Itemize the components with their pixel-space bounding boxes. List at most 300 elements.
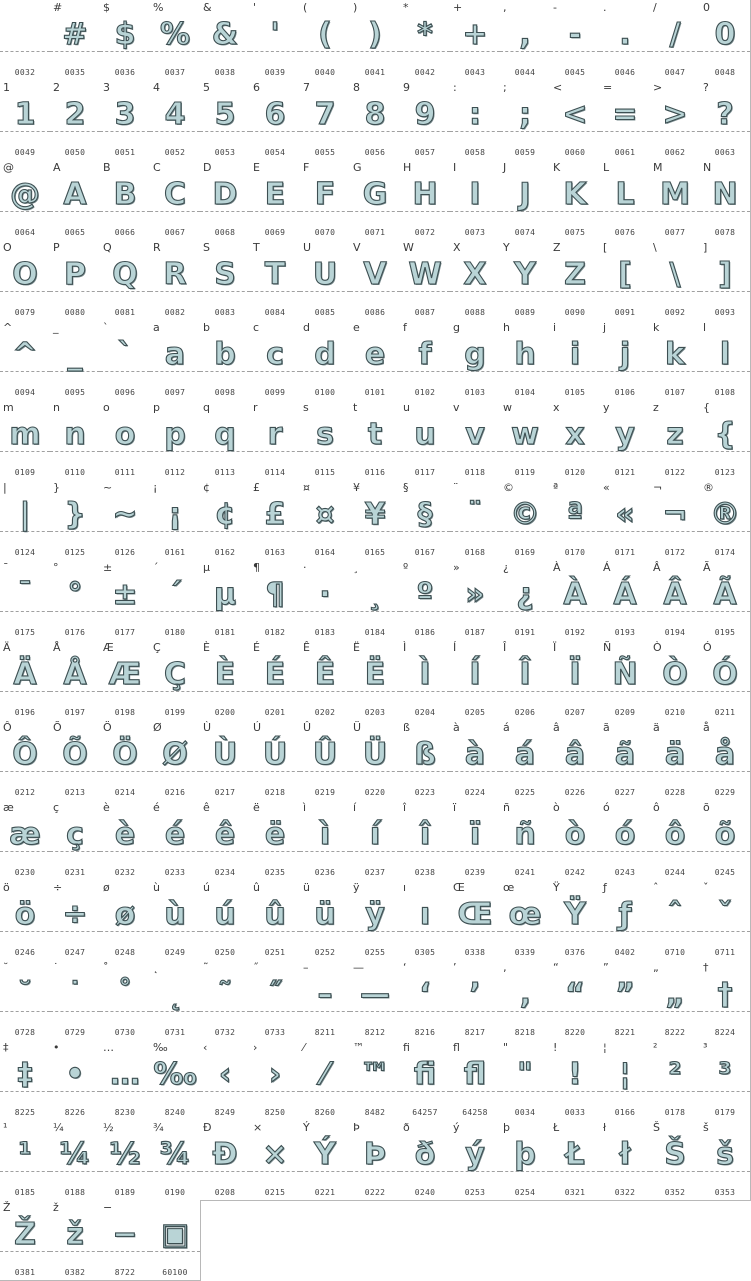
glyph-cell xyxy=(400,80,451,161)
glyph-cell xyxy=(300,720,351,801)
glyph-code-label: 0075 xyxy=(564,228,586,237)
glyph-preview: Ý xyxy=(314,1137,336,1172)
glyph-preview: Œ xyxy=(457,897,493,932)
glyph-cell xyxy=(700,320,751,401)
glyph-code-label: 0077 xyxy=(664,228,686,237)
glyph-preview: + xyxy=(462,17,488,52)
glyph-code-label: 0066 xyxy=(114,228,136,237)
glyph-character-label: r xyxy=(253,401,258,414)
glyph-character-label: ¯ xyxy=(3,561,9,574)
glyph-preview: á xyxy=(514,737,536,772)
glyph-code-label: 0064 xyxy=(14,228,36,237)
glyph-cell xyxy=(650,480,701,561)
glyph-character-label: ” xyxy=(603,961,609,974)
glyph-character-label: ® xyxy=(703,481,714,494)
glyph-cell xyxy=(300,640,351,721)
glyph-character-label: Ü xyxy=(353,721,362,734)
glyph-code-label: 0255 xyxy=(364,948,386,957)
glyph-code-label: 0032 xyxy=(14,68,36,77)
glyph-code-label: 0353 xyxy=(714,1188,736,1197)
glyph-cell xyxy=(500,320,551,401)
glyph-cell xyxy=(700,960,751,1041)
glyph-cell xyxy=(0,480,51,561)
glyph-character-label: › xyxy=(253,1041,258,1054)
glyph-preview: ÷ xyxy=(62,897,88,932)
glyph-code-label: 0192 xyxy=(564,628,586,637)
glyph-code-label: 8225 xyxy=(14,1108,36,1117)
glyph-preview: ì xyxy=(319,817,331,852)
glyph-character-label: – xyxy=(303,961,309,974)
glyph-preview: ñ xyxy=(514,817,536,852)
glyph-cell xyxy=(50,240,101,321)
glyph-cell xyxy=(600,480,651,561)
glyph-code-label: 0240 xyxy=(414,1188,436,1197)
glyph-character-label: ˘ xyxy=(3,961,9,974)
glyph-character-label: Q xyxy=(103,241,112,254)
glyph-preview: 9 xyxy=(414,97,436,132)
glyph-preview: „ xyxy=(665,977,685,1012)
glyph-preview: Ÿ xyxy=(564,897,586,932)
glyph-preview: − xyxy=(112,1217,138,1252)
glyph-code-label: 0114 xyxy=(264,468,286,477)
glyph-character-label: ³ xyxy=(703,1041,708,1054)
glyph-code-label: 0074 xyxy=(514,228,536,237)
glyph-character-label: 4 xyxy=(153,81,160,94)
glyph-character-label: U xyxy=(303,241,312,254)
glyph-cell xyxy=(50,800,101,881)
glyph-code-label: 0733 xyxy=(264,1028,286,1037)
glyph-code-label: 0052 xyxy=(164,148,186,157)
glyph-preview: > xyxy=(662,97,688,132)
glyph-cell xyxy=(700,880,751,961)
glyph-cell xyxy=(450,720,501,801)
glyph-character-label: Ê xyxy=(303,641,310,654)
glyph-code-label: 0216 xyxy=(164,788,186,797)
glyph-preview: . xyxy=(619,17,631,52)
glyph-preview: ¯ xyxy=(17,577,33,612)
glyph-code-label: 0110 xyxy=(64,468,86,477)
glyph-character-label: d xyxy=(303,321,310,334)
glyph-code-label: 0200 xyxy=(214,708,236,717)
glyph-cell xyxy=(250,0,301,81)
glyph-cell xyxy=(200,960,251,1041)
glyph-code-label: 0062 xyxy=(664,148,686,157)
glyph-character-label: ˚ xyxy=(103,961,109,974)
glyph-preview: d xyxy=(314,337,336,372)
glyph-preview: Ì xyxy=(419,657,431,692)
glyph-preview: Ø xyxy=(162,737,188,772)
glyph-code-label: 0097 xyxy=(164,388,186,397)
glyph-code-label: 0068 xyxy=(214,228,236,237)
glyph-cell xyxy=(150,1120,201,1201)
glyph-code-label: 0213 xyxy=(64,788,86,797)
glyph-cell xyxy=(300,1120,351,1201)
glyph-cell xyxy=(700,160,751,241)
glyph-character-label: ‚ xyxy=(503,961,507,974)
glyph-code-label: 0196 xyxy=(14,708,36,717)
glyph-cell xyxy=(300,0,351,81)
glyph-cell xyxy=(550,560,601,641)
glyph-character-label: ü xyxy=(303,881,310,894)
glyph-cell xyxy=(550,400,601,481)
glyph-cell xyxy=(450,0,501,81)
glyph-character-label: ò xyxy=(553,801,560,814)
glyph-code-label: 0227 xyxy=(614,788,636,797)
glyph-preview: O xyxy=(12,257,38,292)
glyph-code-label: 0322 xyxy=(614,1188,636,1197)
glyph-code-label: 0088 xyxy=(464,308,486,317)
glyph-character-label: ™ xyxy=(353,1041,364,1054)
glyph-code-label: 0181 xyxy=(214,628,236,637)
glyph-character-label: ˇ xyxy=(703,881,709,894)
glyph-preview: 7 xyxy=(314,97,336,132)
glyph-cell xyxy=(700,80,751,161)
glyph-cell xyxy=(500,960,551,1041)
glyph-code-label: 0710 xyxy=(664,948,686,957)
glyph-preview: Ð xyxy=(212,1137,238,1172)
glyph-preview: B xyxy=(113,177,137,212)
glyph-cell xyxy=(500,400,551,481)
glyph-cell xyxy=(150,480,201,561)
glyph-character-label: ¹ xyxy=(3,1121,8,1134)
glyph-cell xyxy=(650,800,701,881)
glyph-preview: ƒ xyxy=(618,897,632,932)
glyph-cell xyxy=(350,240,401,321)
glyph-cell xyxy=(250,720,301,801)
glyph-cell xyxy=(400,1120,451,1201)
glyph-cell xyxy=(150,880,201,961)
glyph-cell xyxy=(700,400,751,481)
glyph-code-label: 0172 xyxy=(664,548,686,557)
glyph-preview: Õ xyxy=(62,737,88,772)
glyph-character-label: a xyxy=(153,321,160,334)
glyph-code-label: 0248 xyxy=(114,948,136,957)
glyph-cell xyxy=(400,400,451,481)
glyph-character-label: @ xyxy=(3,161,14,174)
glyph-character-label: ª xyxy=(553,481,559,494)
glyph-preview: v xyxy=(465,417,485,452)
glyph-preview: I xyxy=(469,177,481,212)
glyph-code-label: 0185 xyxy=(14,1188,36,1197)
glyph-character-label: Œ xyxy=(453,881,465,894)
glyph-character-label: Å xyxy=(53,641,61,654)
glyph-code-label: 0205 xyxy=(464,708,486,717)
glyph-cell xyxy=(50,1200,101,1281)
glyph-character-label: Ô xyxy=(3,721,12,734)
glyph-cell xyxy=(250,160,301,241)
glyph-preview: â xyxy=(564,737,586,772)
glyph-cell xyxy=(100,0,151,81)
glyph-cell xyxy=(150,720,201,801)
glyph-character-label: = xyxy=(603,81,613,94)
glyph-character-label: M xyxy=(653,161,663,174)
glyph-code-label: 0219 xyxy=(314,788,336,797)
glyph-cell xyxy=(300,1040,351,1121)
glyph-preview: Ë xyxy=(364,657,386,692)
glyph-character-label: h xyxy=(503,321,510,334)
glyph-cell xyxy=(700,1040,751,1121)
glyph-cell xyxy=(700,0,751,81)
glyph-code-label: 0126 xyxy=(114,548,136,557)
glyph-code-label: 0243 xyxy=(614,868,636,877)
glyph-cell xyxy=(550,720,601,801)
glyph-cell xyxy=(600,0,651,81)
glyph-code-label: 8224 xyxy=(714,1028,736,1037)
glyph-code-label: 8221 xyxy=(614,1028,636,1037)
glyph-character-label: * xyxy=(403,1,409,14)
glyph-preview: Þ xyxy=(363,1137,387,1172)
glyph-cell xyxy=(250,1040,301,1121)
glyph-character-label: è xyxy=(103,801,110,814)
glyph-character-label: { xyxy=(703,401,710,414)
glyph-cell xyxy=(0,160,51,241)
glyph-preview: Š xyxy=(664,1137,686,1172)
glyph-code-label: 8260 xyxy=(314,1108,336,1117)
glyph-code-label: 0125 xyxy=(64,548,86,557)
glyph-code-label: 0224 xyxy=(464,788,486,797)
glyph-code-label: 0233 xyxy=(164,868,186,877)
glyph-code-label: 0376 xyxy=(564,948,586,957)
glyph-preview: J xyxy=(519,177,531,212)
glyph-cell xyxy=(150,560,201,641)
glyph-code-label: 0035 xyxy=(64,68,86,77)
glyph-preview: Ò xyxy=(662,657,688,692)
glyph-preview: ä xyxy=(664,737,686,772)
glyph-preview: y xyxy=(615,417,635,452)
glyph-code-label: 0076 xyxy=(614,228,636,237)
glyph-preview: Ù xyxy=(212,737,238,772)
glyph-character-label: Ì xyxy=(403,641,407,654)
glyph-character-label: ì xyxy=(303,801,307,814)
glyph-code-label: 0079 xyxy=(14,308,36,317)
glyph-preview: ß xyxy=(414,737,436,772)
glyph-character-label: ã xyxy=(603,721,610,734)
glyph-character-label: Û xyxy=(303,721,312,734)
glyph-preview: ô xyxy=(664,817,686,852)
glyph-cell xyxy=(350,640,401,721)
glyph-code-label: 0086 xyxy=(364,308,386,317)
glyph-cell xyxy=(650,400,701,481)
glyph-cell xyxy=(450,880,501,961)
glyph-preview: ö xyxy=(14,897,36,932)
glyph-code-label: 0175 xyxy=(14,628,36,637)
glyph-preview: 5 xyxy=(214,97,236,132)
glyph-code-label: 0176 xyxy=(64,628,86,637)
glyph-preview: ‹ xyxy=(218,1057,232,1092)
glyph-preview: ´ xyxy=(167,577,183,612)
glyph-preview: 3 xyxy=(114,97,136,132)
glyph-code-label: 0252 xyxy=(314,948,336,957)
glyph-code-label: 0206 xyxy=(514,708,536,717)
glyph-cell xyxy=(600,720,651,801)
glyph-cell xyxy=(400,960,451,1041)
glyph-code-label: 0209 xyxy=(614,708,636,717)
glyph-code-label: 0214 xyxy=(114,788,136,797)
glyph-preview: œ xyxy=(508,897,542,932)
glyph-preview: 8 xyxy=(364,97,386,132)
glyph-character-label: ¶ xyxy=(253,561,260,574)
glyph-preview: S xyxy=(214,257,236,292)
glyph-cell xyxy=(0,960,51,1041)
glyph-cell xyxy=(150,400,201,481)
glyph-character-label: | xyxy=(3,481,7,494)
glyph-preview: ] xyxy=(718,257,732,292)
glyph-character-label: ( xyxy=(303,1,308,14)
glyph-code-label: 0208 xyxy=(214,1188,236,1197)
glyph-preview: › xyxy=(268,1057,282,1092)
glyph-cell xyxy=(550,80,601,161)
glyph-preview: “ xyxy=(565,977,585,1012)
glyph-code-label: 0121 xyxy=(614,468,636,477)
glyph-code-label: 0197 xyxy=(64,708,86,717)
glyph-character-label: Þ xyxy=(353,1121,360,1134)
glyph-code-label: 0122 xyxy=(664,468,686,477)
glyph-code-label: 0194 xyxy=(664,628,686,637)
glyph-code-label: 0202 xyxy=(314,708,336,717)
glyph-cell xyxy=(600,320,651,401)
glyph-preview: ˆ xyxy=(667,897,683,932)
glyph-code-label: 0078 xyxy=(714,228,736,237)
glyph-preview: Ž xyxy=(14,1217,36,1252)
glyph-code-label: 0321 xyxy=(564,1188,586,1197)
glyph-code-label: 0193 xyxy=(614,628,636,637)
glyph-character-label: o xyxy=(103,401,110,414)
glyph-character-label: æ xyxy=(3,801,14,814)
glyph-character-label: „ xyxy=(653,961,659,974)
glyph-character-label: G xyxy=(353,161,362,174)
glyph-cell xyxy=(450,640,501,721)
glyph-preview: K xyxy=(563,177,587,212)
glyph-character-label: ¾ xyxy=(153,1121,164,1134)
glyph-preview: é xyxy=(164,817,186,852)
glyph-character-label: f xyxy=(403,321,407,334)
glyph-cell xyxy=(300,960,351,1041)
glyph-preview: H xyxy=(412,177,438,212)
glyph-code-label: 0049 xyxy=(14,148,36,157)
glyph-cell xyxy=(150,80,201,161)
glyph-preview: q xyxy=(214,417,236,452)
glyph-preview: ı xyxy=(419,897,431,932)
glyph-cell xyxy=(200,640,251,721)
glyph-preview: – xyxy=(317,977,333,1012)
glyph-preview: } xyxy=(64,497,86,532)
glyph-cell xyxy=(350,800,401,881)
glyph-cell xyxy=(500,640,551,721)
glyph-code-label: 0036 xyxy=(114,68,136,77)
glyph-code-label: 0169 xyxy=(514,548,536,557)
glyph-character-label: $ xyxy=(103,1,110,14)
glyph-preview: Á xyxy=(613,577,637,612)
glyph-character-label: < xyxy=(553,81,563,94)
glyph-cell xyxy=(200,800,251,881)
glyph-character-label: û xyxy=(253,881,260,894)
glyph-cell xyxy=(200,880,251,961)
glyph-preview: | xyxy=(19,497,31,532)
glyph-preview: ³ xyxy=(718,1057,732,1092)
glyph-preview: 0 xyxy=(714,17,736,52)
glyph-cell xyxy=(400,480,451,561)
glyph-preview: ™ xyxy=(360,1057,390,1092)
glyph-code-label: 8482 xyxy=(364,1108,386,1117)
glyph-cell xyxy=(0,880,51,961)
glyph-preview: ^ xyxy=(12,337,38,372)
glyph-preview: Ü xyxy=(362,737,388,772)
glyph-preview: # xyxy=(62,17,88,52)
glyph-cell xyxy=(550,240,601,321)
glyph-character-label: [ xyxy=(603,241,608,254)
glyph-preview: ˜ xyxy=(217,977,233,1012)
glyph-cell xyxy=(500,880,551,961)
glyph-code-label: 0184 xyxy=(364,628,386,637)
glyph-code-label: 0225 xyxy=(514,788,536,797)
glyph-character-label: ú xyxy=(203,881,210,894)
glyph-code-label: 8216 xyxy=(414,1028,436,1037)
glyph-cell xyxy=(600,240,651,321)
glyph-character-label: â xyxy=(553,721,560,734)
glyph-character-label: + xyxy=(453,1,463,14)
glyph-character-label: z xyxy=(653,401,659,414)
glyph-preview: V xyxy=(363,257,387,292)
glyph-code-label: 0188 xyxy=(64,1188,86,1197)
glyph-cell xyxy=(300,480,351,561)
glyph-character-label: ’ xyxy=(453,961,457,974)
glyph-character-label: Ð xyxy=(203,1121,212,1134)
glyph-character-label: ˙ xyxy=(53,961,59,974)
glyph-code-label: 0235 xyxy=(264,868,286,877)
glyph-character-label: Ï xyxy=(553,641,557,654)
glyph-cell xyxy=(600,160,651,241)
glyph-cell xyxy=(150,1200,201,1281)
glyph-code-label: 0098 xyxy=(214,388,236,397)
glyph-cell xyxy=(350,1040,401,1121)
glyph-preview: ` xyxy=(117,337,133,372)
glyph-character-label: œ xyxy=(503,881,515,894)
glyph-code-label: 0163 xyxy=(264,548,286,557)
glyph-character-label: ‘ xyxy=(403,961,407,974)
glyph-code-label: 0203 xyxy=(364,708,386,717)
glyph-preview: Ç xyxy=(163,657,187,692)
glyph-character-label: ÷ xyxy=(53,881,63,894)
glyph-code-label: 0171 xyxy=(614,548,636,557)
glyph-preview: · xyxy=(319,577,331,612)
glyph-character-label: / xyxy=(653,1,657,14)
glyph-preview: ¥ xyxy=(364,497,386,532)
glyph-cell xyxy=(100,720,151,801)
glyph-cell xyxy=(250,320,301,401)
glyph-code-label: 0237 xyxy=(364,868,386,877)
glyph-character-label: j xyxy=(603,321,607,334)
glyph-cell xyxy=(100,560,151,641)
glyph-cell xyxy=(300,80,351,161)
glyph-code-label: 0728 xyxy=(14,1028,36,1037)
glyph-cell xyxy=(550,480,601,561)
glyph-character-label: ° xyxy=(53,561,59,574)
glyph-cell xyxy=(100,80,151,161)
glyph-code-label: 0201 xyxy=(264,708,286,717)
glyph-preview: l xyxy=(719,337,731,372)
glyph-preview: ë xyxy=(264,817,286,852)
glyph-character-label: ÿ xyxy=(353,881,360,894)
glyph-code-label: 0218 xyxy=(264,788,286,797)
glyph-code-label: 0044 xyxy=(514,68,536,77)
glyph-character-label: å xyxy=(703,721,710,734)
glyph-code-label: 0118 xyxy=(464,468,486,477)
glyph-preview: ‘ xyxy=(419,977,431,1012)
glyph-preview: w xyxy=(511,417,539,452)
glyph-preview: ł xyxy=(619,1137,631,1172)
glyph-preview: u xyxy=(414,417,436,452)
glyph-code-label: 0107 xyxy=(664,388,686,397)
